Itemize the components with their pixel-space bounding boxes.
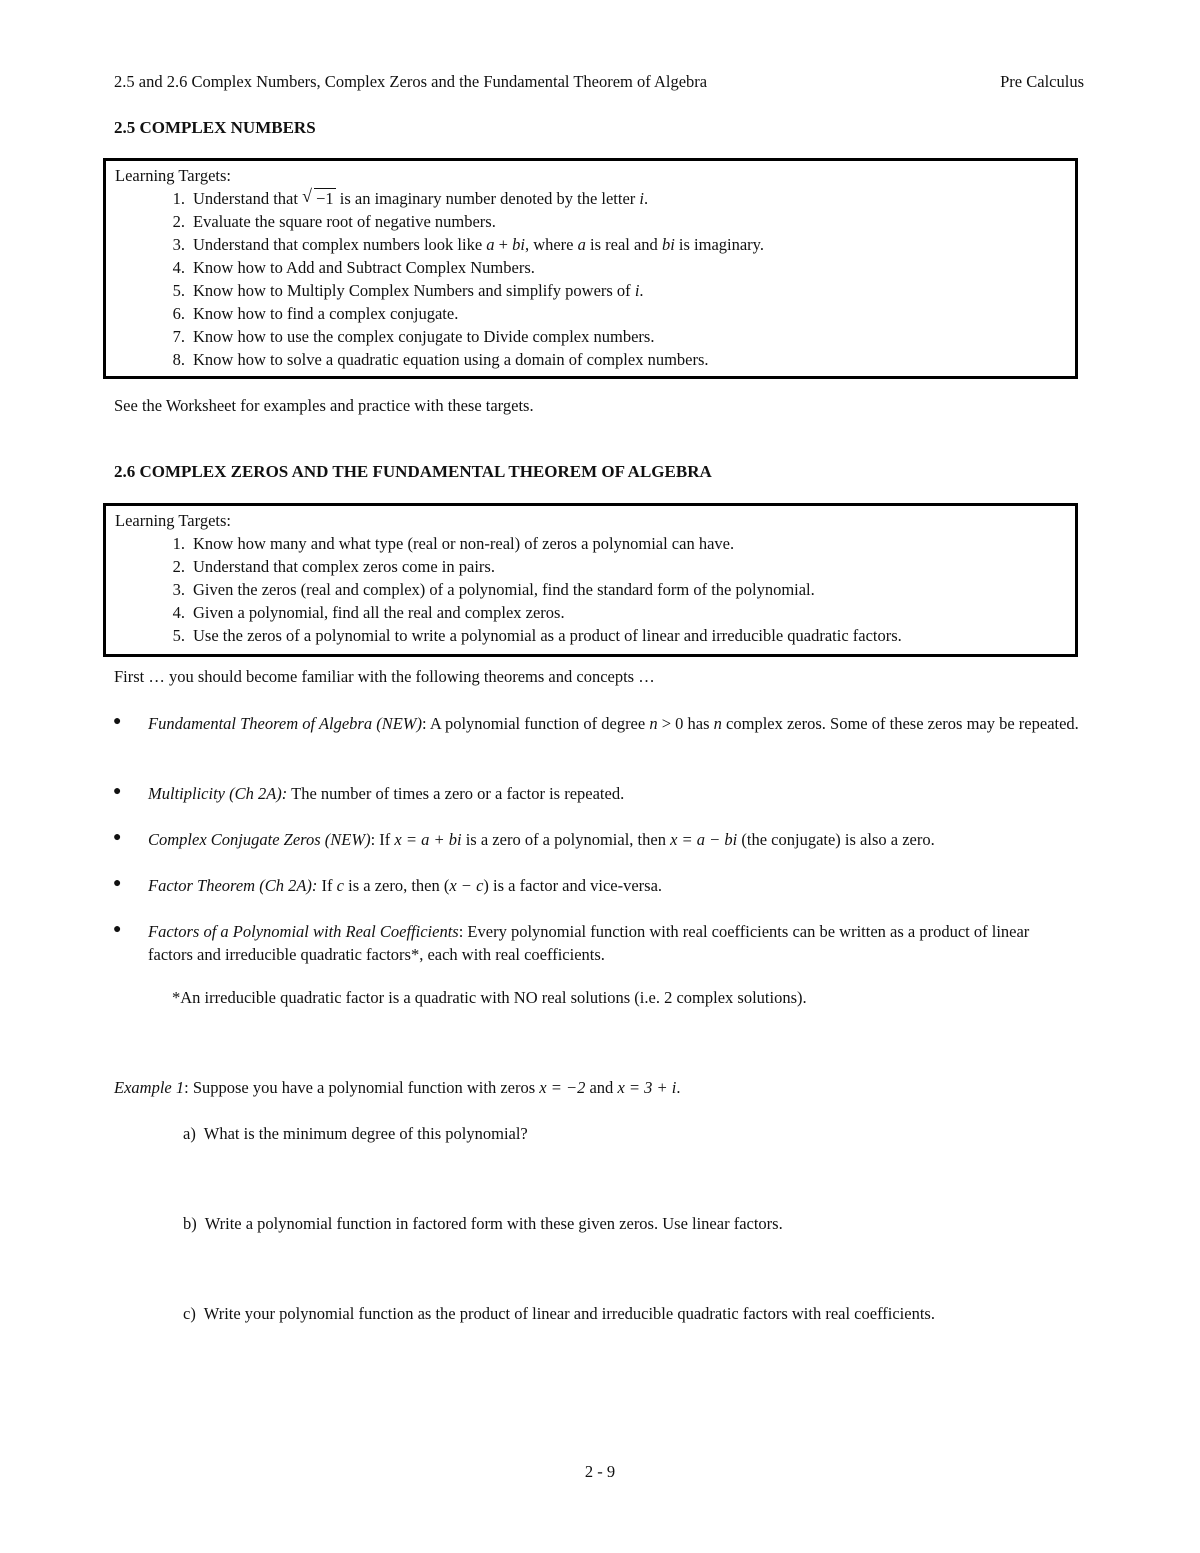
target-2-6-3: 3. Given the zeros (real and complex) of a polynomial, find the standard form of the polynomial. bbox=[172, 580, 815, 599]
target-2-6-4: 4. Given a polynomial, find all the real and complex zeros. bbox=[172, 603, 565, 622]
target-2-5-6: 6. Know how to find a complex conjugate. bbox=[172, 304, 459, 323]
target-2-6-2: 2. Understand that complex zeros come in pairs. bbox=[172, 557, 495, 576]
bullet-fundamental-theorem: Fundamental Theorem of Algebra (NEW): A polynomial function of degree n > 0 has n complex zeros. Some of these zeros may be repeated. bbox=[148, 714, 1079, 733]
target-2-5-5: 5. Know how to Multiply Complex Numbers and simplify powers of i. bbox=[172, 281, 644, 300]
intro-text: First … you should become familiar with the following theorems and concepts … bbox=[114, 667, 655, 686]
learning-targets-label: Learning Targets: bbox=[115, 166, 231, 185]
example-1-part-b: b) Write a polynomial function in factored form with these given zeros. Use linear factors. bbox=[183, 1214, 783, 1233]
bullet-icon: ● bbox=[113, 714, 122, 729]
worksheet-note: See the Worksheet for examples and practice with these targets. bbox=[114, 396, 534, 415]
bullet-icon: ● bbox=[113, 922, 122, 937]
bullet-icon: ● bbox=[113, 876, 122, 891]
section-2-5-title: 2.5 COMPLEX NUMBERS bbox=[114, 118, 316, 137]
bullet-factor-theorem: Factor Theorem (Ch 2A): If c is a zero, then (x − c) is a factor and vice-versa. bbox=[148, 876, 663, 895]
page-number: 2 - 9 bbox=[584, 1462, 616, 1481]
bullet-real-coefficients: Factors of a Polynomial with Real Coefficients: Every polynomial function with real coefficients can be written as a product of linear factors and irreducible quadratic factors*, each with real coefficients. bbox=[148, 922, 1030, 964]
section-2-6-title: 2.6 COMPLEX ZEROS AND THE FUNDAMENTAL THEOREM OF ALGEBRA bbox=[114, 462, 712, 481]
target-2-6-1: 1. Know how many and what type (real or non-real) of zeros a polynomial can have. bbox=[172, 534, 735, 553]
target-2-5-4: 4. Know how to Add and Subtract Complex Numbers. bbox=[172, 258, 535, 277]
header-course: Pre Calculus bbox=[1000, 72, 1084, 91]
target-2-6-5: 5. Use the zeros of a polynomial to write a polynomial as a product of linear and irreducible quadratic factors. bbox=[172, 626, 902, 645]
sqrt-symbol: √ −1 bbox=[302, 186, 334, 208]
learning-targets-box-2-6 bbox=[103, 503, 1078, 657]
example-1-part-a: a) What is the minimum degree of this polynomial? bbox=[183, 1124, 528, 1143]
target-2-5-1: 1. Understand that √ −1 is an imaginary number denoted by the letter i. bbox=[172, 186, 649, 208]
bullet-multiplicity: Multiplicity (Ch 2A): The number of times a zero or a factor is repeated. bbox=[148, 784, 625, 803]
target-2-5-8: 8. Know how to solve a quadratic equation using a domain of complex numbers. bbox=[172, 350, 709, 369]
target-2-5-2: 2. Evaluate the square root of negative numbers. bbox=[172, 212, 496, 231]
target-2-5-3: 3. Understand that complex numbers look like a + bi, where a is real and bi is imaginary. bbox=[172, 235, 764, 254]
bullet-conjugate-zeros: Complex Conjugate Zeros (NEW): If x = a + bi is a zero of a polynomial, then x = a − bi (the conjugate) is also a zero. bbox=[148, 830, 935, 849]
header-title: 2.5 and 2.6 Complex Numbers, Complex Zeros and the Fundamental Theorem of Algebra bbox=[114, 72, 708, 91]
learning-targets-label: Learning Targets: bbox=[115, 511, 231, 530]
learning-targets-box-2-5 bbox=[103, 158, 1078, 379]
example-1-part-c: c) Write your polynomial function as the product of linear and irreducible quadratic factors with real coefficients. bbox=[183, 1304, 935, 1323]
example-1-prompt: Example 1: Suppose you have a polynomial function with zeros x = −2 and x = 3 + i. bbox=[114, 1078, 681, 1097]
bullet-icon: ● bbox=[113, 830, 122, 845]
bullet-icon: ● bbox=[113, 784, 122, 799]
target-2-5-7: 7. Know how to use the complex conjugate to Divide complex numbers. bbox=[172, 327, 655, 346]
footnote: *An irreducible quadratic factor is a quadratic with NO real solutions (i.e. 2 complex solutions). bbox=[172, 988, 807, 1007]
